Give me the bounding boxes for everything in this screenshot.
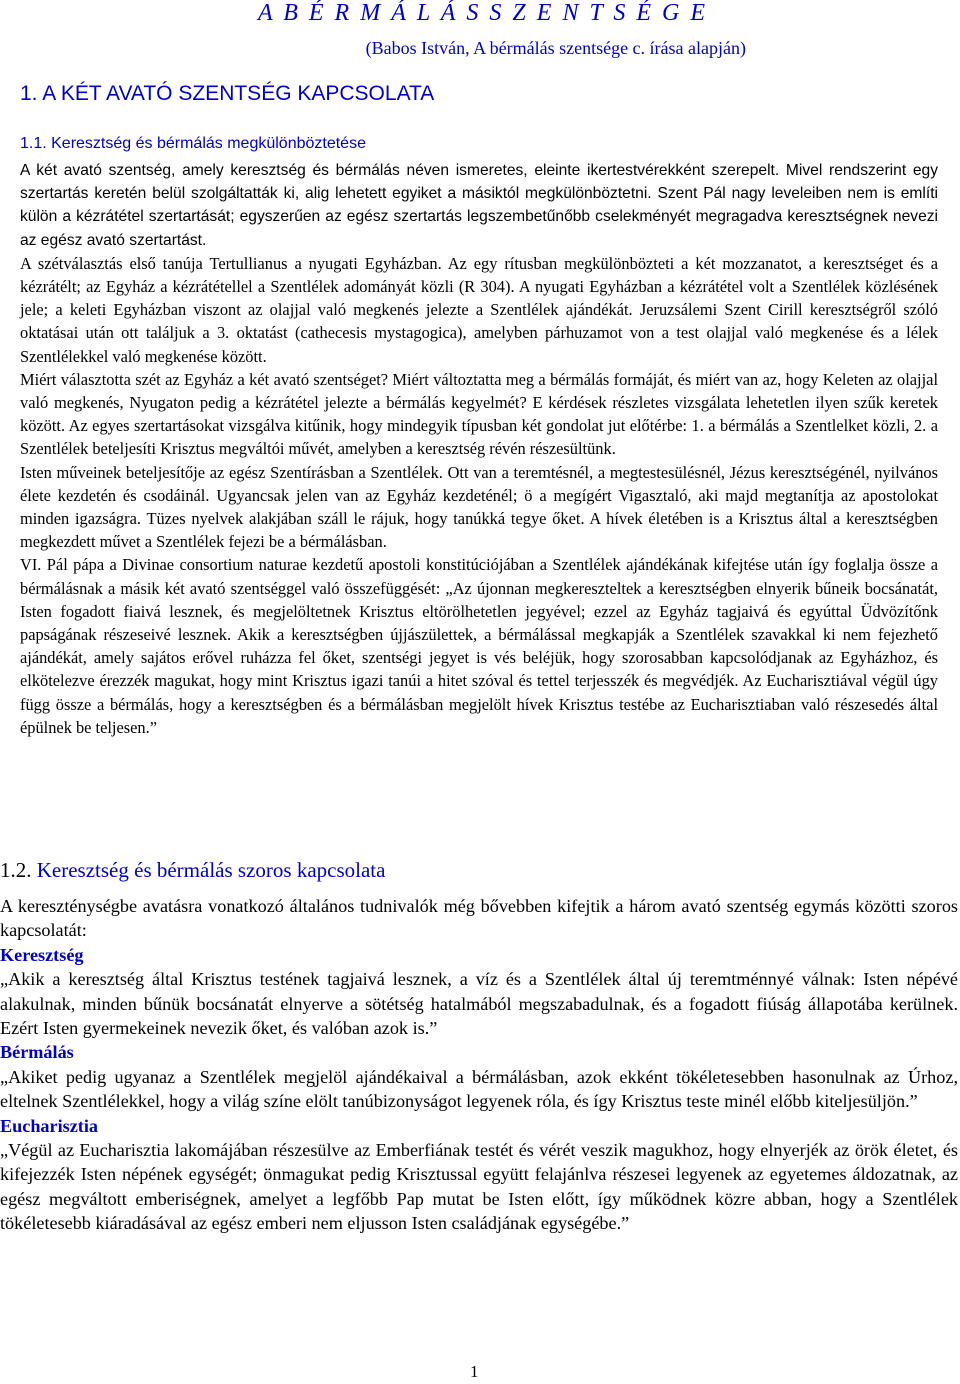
- section-2-number: 1.2.: [0, 858, 32, 882]
- section-2-title: Keresztség és bérmálás szoros kapcsolata: [36, 858, 386, 882]
- paragraph: A szétválasztás első tanúja Tertullianus a nyugati Egyházban. Az egy rítusban megkülönbözteti a két mozzanatot, a keresztséget és a kézrátélt; az Egyház a kézrátétellel a Szentlélek adományát közli (R 304). A nyugati Egyházban a kézrátétel volt a Szentlélek közlésének jele; a keleti Egyházban viszont az olajjal való megkenés jelezte a Szentlélek ajándékát. Jeruzsálemi Szent Cirill keresztségről szóló oktatásai után ott találjuk a 3. oktatást (cathecesis mystagogica), amelyben párhuzamot von a test olajjal való megkenése és a lélek Szentlélekkel való megkenése között.: [20, 253, 938, 366]
- page-number: 1: [470, 1362, 479, 1381]
- heading-eucharisztia: Eucharisztia: [0, 1115, 99, 1136]
- section-heading: 1. A KÉT AVATÓ SZENTSÉG KAPCSOLATA: [20, 82, 435, 105]
- paragraph: Miért választotta szét az Egyház a két avató szentséget? Miért változtatta meg a bérmálás formáját, és miért van az, hogy Keleten az olajjal való megkenés, Nyugaton pedig a kézrátétel jelezte a bérmálás kegyelmét? E kérdések részletes vizsgálata lehetetlen ilyen szűk keretek között. Az egyes szertartásokat vizsgálva kitűnik, hogy mindegyik típusban két gondolat jut előtérbe: 1. a bérmálás a Szentlelket közli, 2. a Szentlélek beteljesíti Krisztus megváltói művét, amelyben a keresztség révén részesültünk.: [20, 369, 938, 459]
- quote-keresztseg: „Akik a keresztség által Krisztus testének tagjaivá lesznek, a víz és a Szentlélek által új teremtménnyé válnak: Isten népévé alakulnak, minden bűnük bocsánatát elnyerve a sötétség hatalmából megszabadulnak, és a fogadott fiúság állapotába kerülnek. Ezért Isten gyermekeinek nevezik őket, és valóban azok is.”: [0, 969, 958, 1039]
- subsection-heading: 1.1. Keresztség és bérmálás megkülönböztetése: [20, 135, 366, 152]
- quote-bermalas: „Akiket pedig ugyanaz a Szentlélek megjelöl ajándékaival a bérmálásban, azok ekként tökéletesebben hasonulnak az Úrhoz, eltelnek Szentlélekkel, hogy a világ színe elölt tanúbizonyságot legyenek róla, és így Krisztus teste minél előbb kiteljesüljön.”: [0, 1066, 958, 1112]
- heading-keresztseg: Keresztség: [0, 944, 84, 965]
- heading-bermalas: Bérmálás: [0, 1042, 74, 1063]
- document-subtitle: (Babos István, A bérmálás szentsége c. írása alapján): [365, 38, 746, 58]
- quote-eucharisztia: „Végül az Eucharisztia lakomájában részesülve az Emberfiának testét és vérét veszik magukhoz, hogy elnyerjék az örök életet, és kifejezzék Isten népének egységét; önmagukat pedig Krisztussal együtt felajánlva részesei legyenek az egyetemes áldozatnak, az egész megváltott emberiségnek, amelyet a legfőbb Pap mutat be Isten előtt, így működnek közre abban, hogy a Szentlélek tökéletesebb kiáradásával az egész emberi nem eljusson Isten családjának egységébe.”: [0, 1140, 958, 1234]
- section-body: [20, 159, 938, 739]
- paragraph: A két avató szentség, amely keresztség és bérmálás néven ismeretes, eleinte ikertestvérekként szerepelt. Mivel rendszerint egy szertartás keretén belül szolgáltatták ki, alig lehetett egyiket a másiktól megkülönböztetni. Szent Pál nagy leveleiben nem is említi külön a kézrátétel szertartását; egyszerűen az egész szertartás legszembetűnőbb cselekményét megragadva keresztségnek nevezi az egész avató szertartást.: [20, 162, 938, 249]
- paragraph: A kereszténységbe avatásra vonatkozó általános tudnivalók még bővebben kifejtik a három avató szentség egymás közötti szoros kapcsolatát:: [0, 896, 958, 941]
- section-2-heading: [0, 858, 385, 883]
- document-title: A B É R M Á L Á S S Z E N T S É G E: [258, 0, 708, 26]
- paragraph: Isten műveinek beteljesítője az egész Szentírásban a Szentlélek. Ott van a teremtésnél, a megtestesülésnél, Jézus keresztségénél, nyilvános élete kezdetén és csodáinál. Ugyancsak jelen van az Egyház kezdeténél; ö a megígért Vigasztaló, aki majd megtanítja az apostolokat minden igazságra. Tüzes nyelvek alakjában száll le rájuk, hogy tanúkká tegye őket. A hívek életében is a Krisztus által a keresztségben megkezdett művet a Szentlélek fejezi be a bérmálásban.: [20, 462, 938, 552]
- section-2-body: [0, 894, 958, 1236]
- paragraph: VI. Pál pápa a Divinae consortium naturae kezdetű apostoli konstitúciójában a Szentlélek ajándékának kifejtése után így foglalja össze a bérmálásnak a másik két avató szentséggel való összefüggését: „Az újonnan megkereszteltek a keresztségben elnyerik bűneik bocsánatát, Isten fogadott fiaivá lesznek, és megjelöltetnek Krisztus eltörölhetetlen jegyével; ezzel az Egyház tagjaivá és egyúttal Üdvözítőnk papságának részeseivé lesznek. Akik a keresztségben újjászülettek, a bérmálással megkapják a Szentlélek szavakkal ki nem fejezhető ajándékát, amely sajátos erővel ruházza fel őket, szentségi jegyet is vés beléjük, hogy szorosabban kapcsolódjanak az Egyházhoz, és elkötelezve érezzék magukat, hogy mint Krisztus igazi tanúi a hitet szóval és tettel terjesszék és megvédjék. Az Eucharisztiával végül úgy függ össze a bérmálás, hogy a keresztségben és a bérmálásban megjelölt hívek Krisztus testébe az Eucharisztiaban való részesedés által épülnek be teljesen.”: [20, 555, 938, 737]
